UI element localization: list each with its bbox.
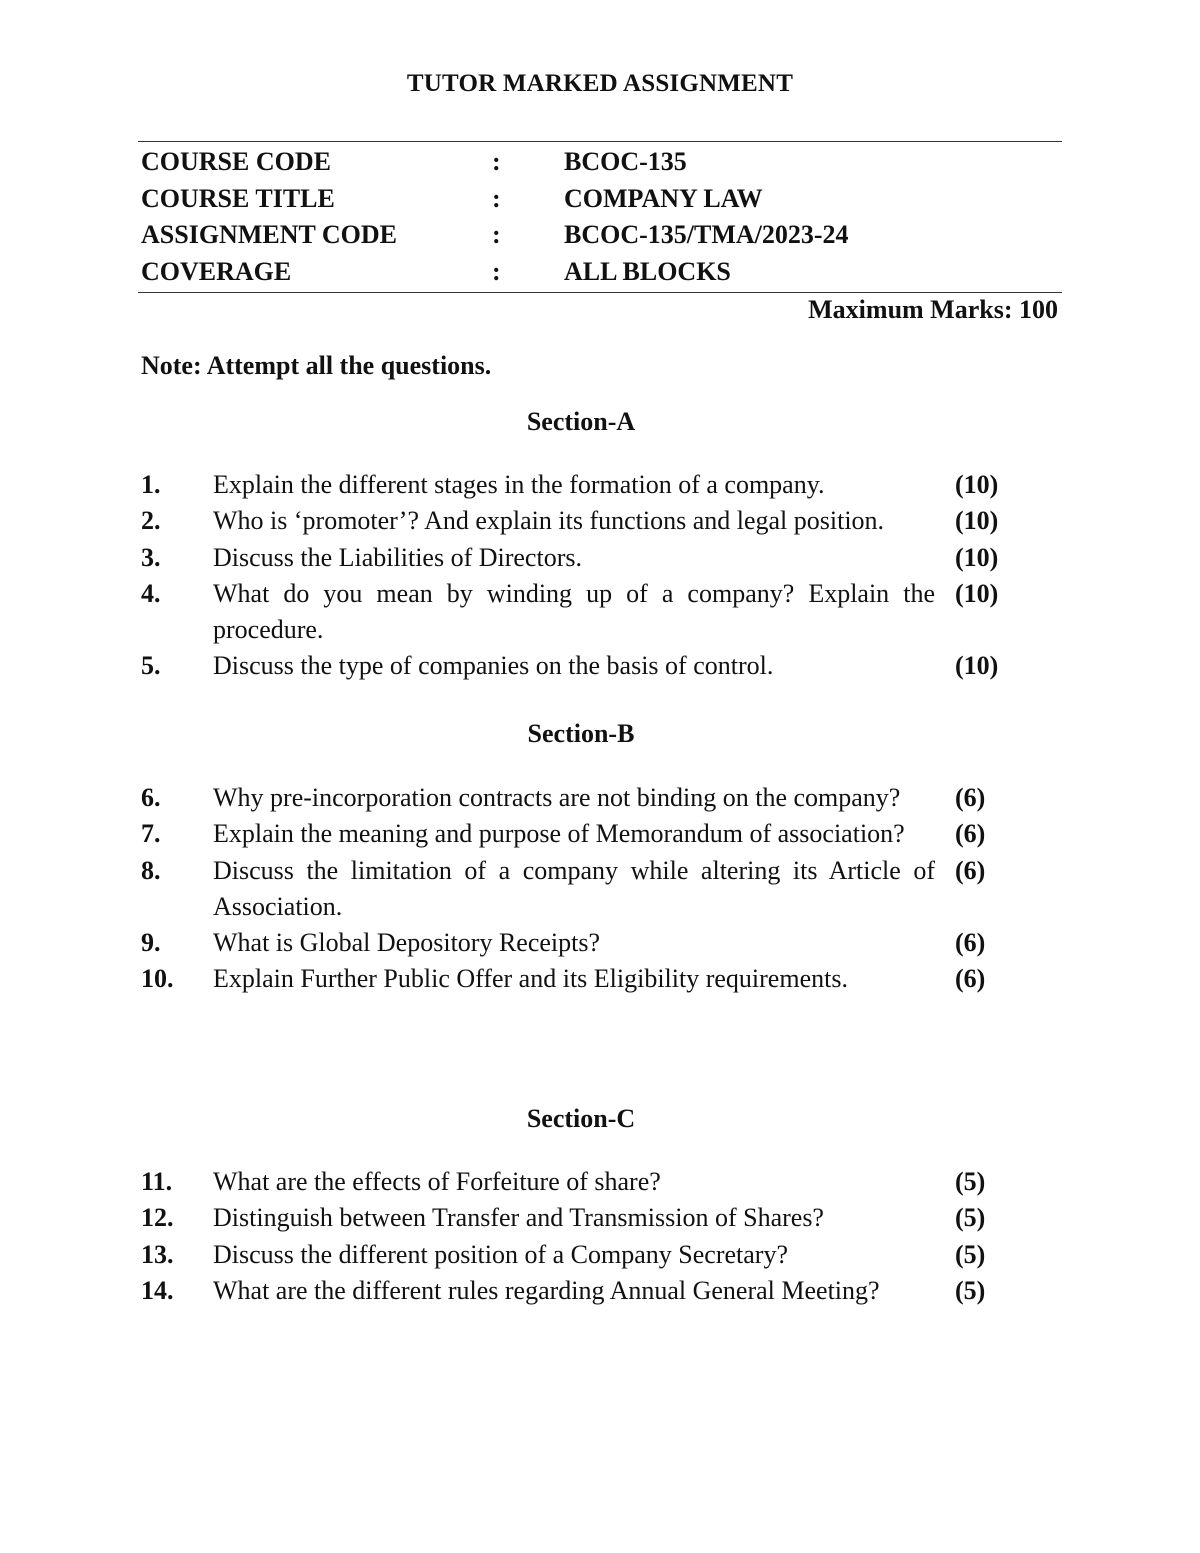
question-text: Explain the different stages in the formation of a company. [213,470,825,499]
info-value: COMPANY LAW [564,183,763,213]
question-marks: (10) [955,651,999,681]
info-row-coverage [141,254,1041,291]
question-number: 3. [141,542,161,572]
info-label: ASSIGNMENT CODE [141,220,397,249]
info-label: COURSE CODE [141,147,331,176]
info-value: BCOC-135 [564,147,687,176]
question-number: 14. [141,1275,174,1305]
question-marks: (5) [955,1239,986,1269]
question-text: Why pre-incorporation contracts are not binding on the company? [213,783,901,812]
question-item [141,503,1021,539]
question-text: Distinguish between Transfer and Transmission of Shares? [213,1203,824,1233]
question-number: 8. [141,855,161,885]
question-marks: (10) [955,506,999,536]
question-marks: (10) [955,470,999,499]
info-row-course-code [141,144,1041,181]
top-divider [138,141,1062,142]
question-marks: (10) [955,542,999,572]
question-text: Explain the meaning and purpose of Memorandum of association? [213,819,905,849]
info-value: ALL BLOCKS [564,256,731,286]
question-item [141,1164,1021,1200]
section-b-heading: Section-B [527,719,635,748]
question-text: What are the effects of Forfeiture of share? [213,1167,661,1196]
question-number: 5. [141,651,161,681]
course-info-table [141,144,1041,290]
info-label: COURSE TITLE [141,183,335,213]
question-marks: (10) [955,578,999,608]
question-text: Discuss the limitation of a company while altering its Article of Association. [213,855,935,921]
question-item [141,816,1021,852]
question-text: Discuss the Liabilities of Directors. [213,542,582,572]
document-title: TUTOR MARKED ASSIGNMENT [406,70,794,97]
question-marks: (6) [955,855,986,885]
question-item [141,467,1021,503]
question-number: 7. [141,819,161,849]
question-text: What is Global Depository Receipts? [213,928,601,958]
question-marks: (5) [955,1167,986,1196]
question-text: What do you mean by winding up of a company? Explain the procedure. [213,578,935,645]
question-text: Discuss the type of companies on the basis of control. [213,651,774,681]
info-label: COVERAGE [141,256,292,286]
question-marks: (5) [955,1203,986,1233]
question-number: 12. [141,1203,174,1233]
question-marks: (6) [955,783,986,812]
question-item [141,853,1021,926]
info-colon: : [492,183,501,213]
question-item [141,780,1021,816]
question-number: 11. [141,1167,173,1196]
question-text: Who is ‘promoter’? And explain its functions and legal position. [213,506,885,536]
question-number: 9. [141,928,161,958]
info-colon: : [492,220,501,249]
question-item [141,540,1021,576]
info-row-assignment-code [141,217,1041,254]
question-marks: (5) [955,1275,986,1305]
info-colon: : [492,256,501,286]
question-marks: (6) [955,964,986,994]
question-text: What are the different rules regarding Annual General Meeting? [213,1275,880,1305]
section-a-questions [141,467,1021,685]
question-item [141,1200,1021,1236]
question-number: 4. [141,578,161,608]
question-item [141,925,1021,961]
question-text: Discuss the different position of a Company Secretary? [213,1239,788,1269]
question-item [141,648,1021,684]
maximum-marks: Maximum Marks: 100 [808,295,1058,324]
question-number: 2. [141,506,161,536]
question-item [141,1237,1021,1273]
info-value: BCOC-135/TMA/2023-24 [564,220,849,249]
question-marks: (6) [955,819,986,849]
question-item [141,1273,1021,1309]
question-item [141,961,1021,997]
info-row-course-title [141,181,1041,218]
question-number: 6. [141,783,161,812]
question-item [141,576,1021,649]
question-number: 13. [141,1239,174,1269]
question-text: Explain Further Public Offer and its Eligibility requirements. [213,964,848,994]
section-a-heading: Section-A [526,407,636,436]
question-marks: (6) [955,928,986,958]
section-c-questions [141,1164,1021,1309]
question-number: 1. [141,470,161,499]
section-c-heading: Section-C [526,1104,636,1133]
section-b-questions [141,780,1021,998]
question-number: 10. [141,964,174,994]
instructions-note: Note: Attempt all the questions. [141,351,492,380]
info-colon: : [492,147,501,176]
